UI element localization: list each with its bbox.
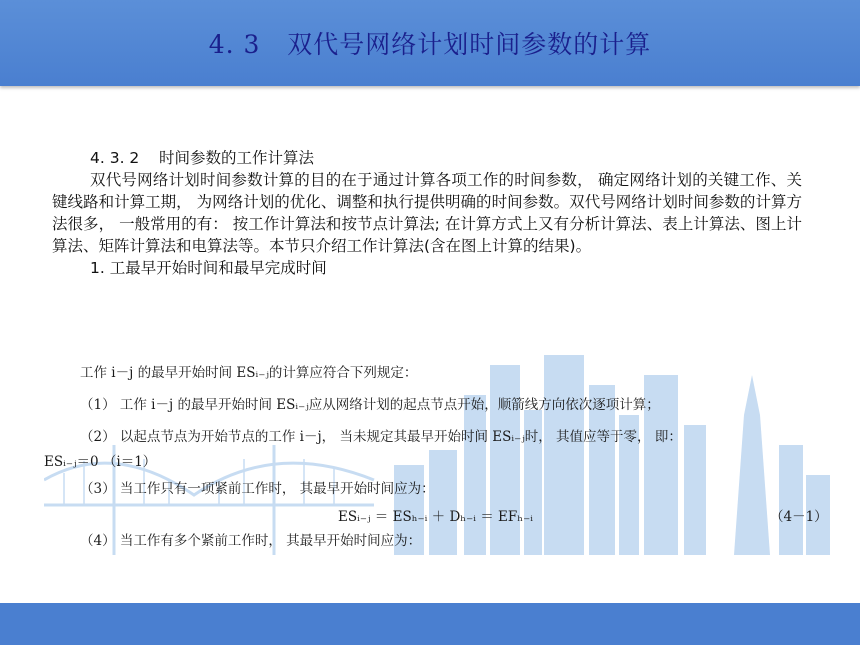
equation-4-1: ESᵢ₋ⱼ ＝ ESₕ₋ᵢ ＋ Dₕ₋ᵢ ＝ EFₕ₋ᵢ xyxy=(338,509,533,525)
slide-title: 4. 3 双代号网络计划时间参数的计算 xyxy=(208,30,652,59)
footer-bar xyxy=(0,603,860,645)
figure-line-4: ESᵢ₋ⱼ＝0 （i＝1） xyxy=(44,454,157,470)
figure-line-1: 工作 i－j 的最早开始时间 ESᵢ₋ⱼ的计算应符合下列规定： xyxy=(80,365,418,381)
figure-line-5: （3） 当工作只有一项紧前工作时， 其最早开始时间应为： xyxy=(80,481,435,497)
figure-line-6: （4） 当工作有多个紧前工作时， 其最早开始时间应为： xyxy=(80,533,422,549)
equation-number: （4－1） xyxy=(770,509,828,525)
city-skyline-watermark xyxy=(44,355,830,555)
figure-line-2: （1） 工作 i－j 的最早开始时间 ESᵢ₋ⱼ应从网络计划的起点节点开始，顺箭线方向依次逐项计算； xyxy=(80,397,660,413)
intro-paragraph: 双代号网络计划时间参数计算的目的在于通过计算各项工作的时间参数， 确定网络计划的关键工作、关键线路和计算工期， 为网络计划的优化、调整和执行提供明确的时间参数。双代号网络计划时间参数的计算方法很多， 一般常用的有： 按工作计算法和按节点计算法; 在计算方式上又有分析计算法、表上计算法、图上计算法、矩阵计算法和电算法等。本节只介绍工作计算法(含在图上计算的结果)。 xyxy=(52,171,802,255)
section-heading: 4. 3. 2 时间参数的工作计算法 xyxy=(90,149,315,167)
sub-heading: 1. 工最早开始时间和最早完成时间 xyxy=(90,259,327,277)
body-text xyxy=(52,147,802,279)
rules-figure xyxy=(44,355,830,555)
figure-line-3: （2） 以起点节点为开始节点的工作 i－j， 当未规定其最早开始时间 ESᵢ₋ⱼ时， 其值应等于零， 即： xyxy=(80,429,682,445)
